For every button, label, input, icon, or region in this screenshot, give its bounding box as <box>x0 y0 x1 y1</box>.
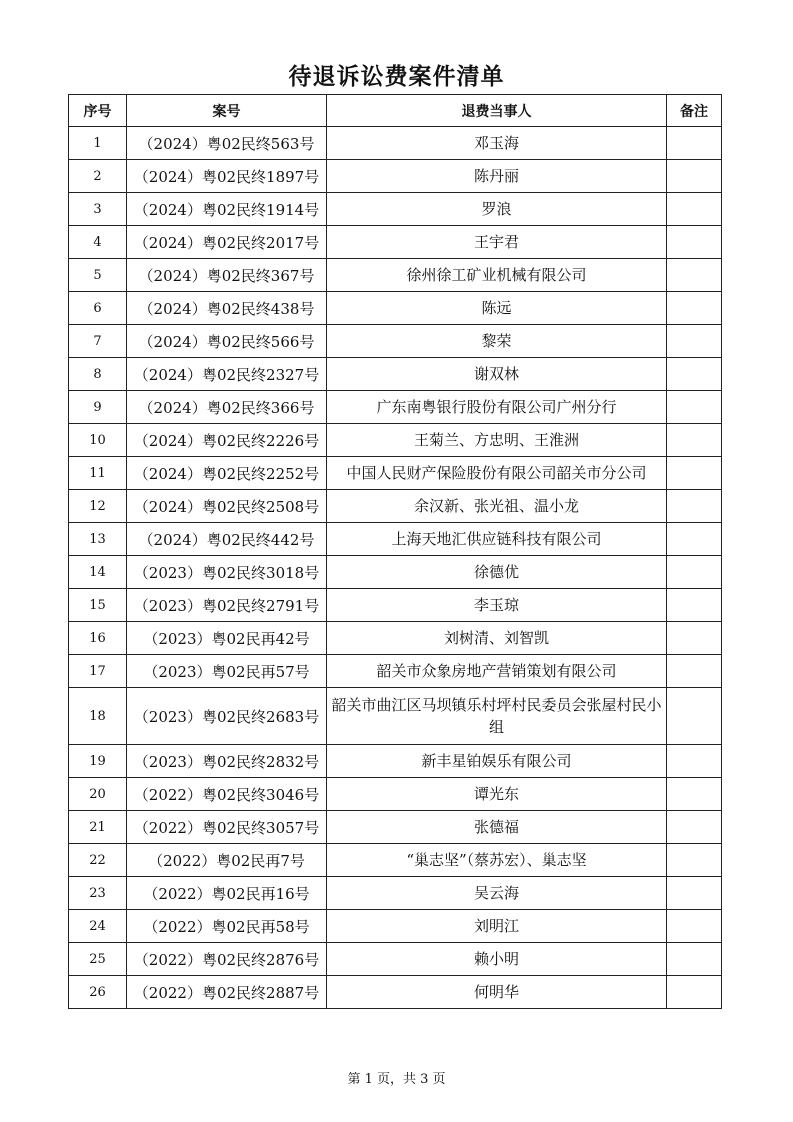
table-row <box>69 490 722 523</box>
refund-party: 罗浪 <box>327 193 667 226</box>
case-number: （2024）粤02民终366号 <box>127 391 327 424</box>
remark <box>667 160 722 193</box>
header-no: 序号 <box>69 95 127 127</box>
remark <box>667 325 722 358</box>
table-row <box>69 160 722 193</box>
row-number: 11 <box>69 457 127 490</box>
table-row <box>69 325 722 358</box>
remark <box>667 745 722 778</box>
table-row <box>69 811 722 844</box>
table-row <box>69 655 722 688</box>
remark <box>667 259 722 292</box>
case-number: （2022）粤02民终2876号 <box>127 943 327 976</box>
remark <box>667 844 722 877</box>
row-number: 12 <box>69 490 127 523</box>
table-row <box>69 523 722 556</box>
refund-party: 刘树清、刘智凯 <box>327 622 667 655</box>
case-number: （2023）粤02民再42号 <box>127 622 327 655</box>
table-row <box>69 877 722 910</box>
case-number: （2024）粤02民终2508号 <box>127 490 327 523</box>
row-number: 14 <box>69 556 127 589</box>
header-refund-party: 退费当事人 <box>327 95 667 127</box>
row-number: 22 <box>69 844 127 877</box>
table-row <box>69 391 722 424</box>
case-number: （2024）粤02民终438号 <box>127 292 327 325</box>
case-number: （2024）粤02民终1914号 <box>127 193 327 226</box>
table-row <box>69 778 722 811</box>
row-number: 23 <box>69 877 127 910</box>
row-number: 5 <box>69 259 127 292</box>
row-number: 4 <box>69 226 127 259</box>
refund-party: 陈丹丽 <box>327 160 667 193</box>
refund-party: 刘明江 <box>327 910 667 943</box>
case-number: （2023）粤02民终2832号 <box>127 745 327 778</box>
remark <box>667 877 722 910</box>
case-number: （2024）粤02民终1897号 <box>127 160 327 193</box>
row-number: 18 <box>69 688 127 745</box>
case-number: （2024）粤02民终563号 <box>127 127 327 160</box>
table-row <box>69 457 722 490</box>
row-number: 1 <box>69 127 127 160</box>
table-header-row <box>69 95 722 127</box>
refund-party: 张德福 <box>327 811 667 844</box>
remark <box>667 523 722 556</box>
refund-party: 徐州徐工矿业机械有限公司 <box>327 259 667 292</box>
case-number: （2023）粤02民终3018号 <box>127 556 327 589</box>
table-row <box>69 688 722 745</box>
refund-party: 广东南粤银行股份有限公司广州分行 <box>327 391 667 424</box>
refund-party: 余汉新、张光祖、温小龙 <box>327 490 667 523</box>
refund-party: 邓玉海 <box>327 127 667 160</box>
table-row <box>69 745 722 778</box>
refund-party: 黎荣 <box>327 325 667 358</box>
table-row <box>69 127 722 160</box>
table-row <box>69 292 722 325</box>
table-row <box>69 844 722 877</box>
remark <box>667 976 722 1009</box>
remark <box>667 391 722 424</box>
row-number: 8 <box>69 358 127 391</box>
row-number: 9 <box>69 391 127 424</box>
refund-party: 李玉琼 <box>327 589 667 622</box>
remark <box>667 358 722 391</box>
table-row <box>69 976 722 1009</box>
case-number: （2024）粤02民终442号 <box>127 523 327 556</box>
case-number: （2024）粤02民终2252号 <box>127 457 327 490</box>
case-number: （2024）粤02民终566号 <box>127 325 327 358</box>
remark <box>667 778 722 811</box>
table-row <box>69 424 722 457</box>
case-number: （2023）粤02民终2683号 <box>127 688 327 745</box>
remark <box>667 688 722 745</box>
table-row <box>69 622 722 655</box>
row-number: 7 <box>69 325 127 358</box>
case-number: （2022）粤02民终3046号 <box>127 778 327 811</box>
case-table <box>68 94 722 1009</box>
refund-party: 何明华 <box>327 976 667 1009</box>
refund-party: 新丰星铂娱乐有限公司 <box>327 745 667 778</box>
row-number: 2 <box>69 160 127 193</box>
row-number: 6 <box>69 292 127 325</box>
refund-party: 谭光东 <box>327 778 667 811</box>
refund-party: 上海天地汇供应链科技有限公司 <box>327 523 667 556</box>
remark <box>667 943 722 976</box>
table-row <box>69 943 722 976</box>
refund-party: 徐德优 <box>327 556 667 589</box>
remark <box>667 490 722 523</box>
row-number: 19 <box>69 745 127 778</box>
row-number: 25 <box>69 943 127 976</box>
table-row <box>69 226 722 259</box>
case-number: （2024）粤02民终2226号 <box>127 424 327 457</box>
table-row <box>69 910 722 943</box>
table-row <box>69 358 722 391</box>
remark <box>667 622 722 655</box>
row-number: 21 <box>69 811 127 844</box>
refund-party: 赖小明 <box>327 943 667 976</box>
refund-party: 吴云海 <box>327 877 667 910</box>
row-number: 20 <box>69 778 127 811</box>
case-number: （2022）粤02民再7号 <box>127 844 327 877</box>
refund-party: 王菊兰、方忠明、王淮洲 <box>327 424 667 457</box>
row-number: 10 <box>69 424 127 457</box>
refund-party: 谢双林 <box>327 358 667 391</box>
row-number: 15 <box>69 589 127 622</box>
refund-party: 韶关市众象房地产营销策划有限公司 <box>327 655 667 688</box>
case-number: （2023）粤02民再57号 <box>127 655 327 688</box>
case-number: （2022）粤02民再16号 <box>127 877 327 910</box>
table-row <box>69 193 722 226</box>
row-number: 26 <box>69 976 127 1009</box>
case-number: （2022）粤02民再58号 <box>127 910 327 943</box>
table-row <box>69 259 722 292</box>
remark <box>667 193 722 226</box>
table-row <box>69 556 722 589</box>
remark <box>667 457 722 490</box>
page-footer: 第 1 页，共 3 页 <box>347 1072 446 1087</box>
refund-party: 王宇君 <box>327 226 667 259</box>
table-row <box>69 589 722 622</box>
case-number: （2024）粤02民终2017号 <box>127 226 327 259</box>
row-number: 16 <box>69 622 127 655</box>
case-number: （2022）粤02民终2887号 <box>127 976 327 1009</box>
refund-party: “巢志坚”（蔡苏宏）、巢志坚 <box>327 844 667 877</box>
refund-party: 陈远 <box>327 292 667 325</box>
refund-party: 中国人民财产保险股份有限公司韶关市分公司 <box>327 457 667 490</box>
header-remark: 备注 <box>667 95 722 127</box>
row-number: 24 <box>69 910 127 943</box>
remark <box>667 655 722 688</box>
row-number: 13 <box>69 523 127 556</box>
remark <box>667 556 722 589</box>
remark <box>667 811 722 844</box>
row-number: 3 <box>69 193 127 226</box>
refund-party: 韶关市曲江区马坝镇乐村坪村民委员会张屋村民小组 <box>327 688 667 745</box>
case-number: （2024）粤02民终367号 <box>127 259 327 292</box>
remark <box>667 127 722 160</box>
case-number: （2022）粤02民终3057号 <box>127 811 327 844</box>
case-number: （2023）粤02民终2791号 <box>127 589 327 622</box>
remark <box>667 589 722 622</box>
row-number: 17 <box>69 655 127 688</box>
case-number: （2024）粤02民终2327号 <box>127 358 327 391</box>
remark <box>667 292 722 325</box>
remark <box>667 424 722 457</box>
page-title: 待退诉讼费案件清单 <box>288 64 505 90</box>
remark <box>667 226 722 259</box>
header-case-number: 案号 <box>127 95 327 127</box>
remark <box>667 910 722 943</box>
